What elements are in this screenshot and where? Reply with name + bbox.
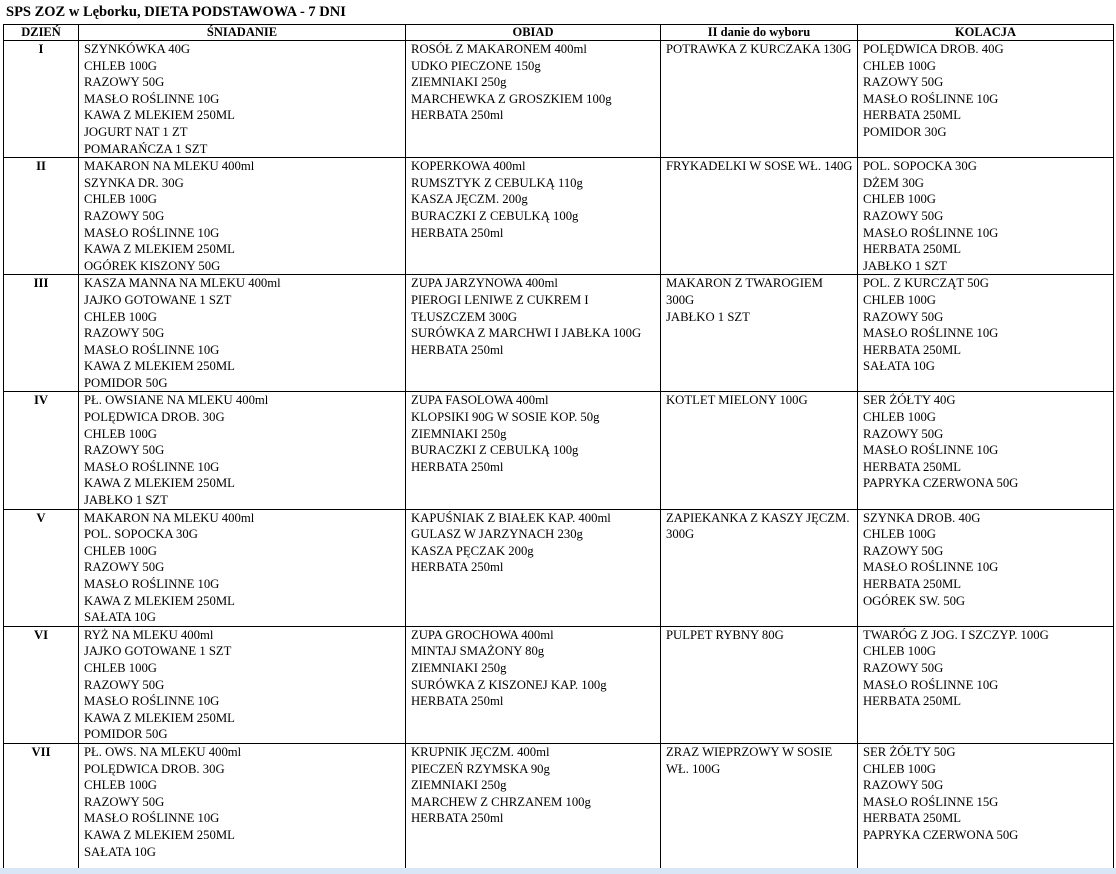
dinner-item: PAPRYKA CZERWONA 50G <box>863 476 1019 491</box>
dinner-item: HERBATA 250ML <box>863 577 962 591</box>
header-row <box>4 25 1114 41</box>
lunch-item: ROSÓŁ Z MAKARONEM 400ml <box>411 42 587 56</box>
breakfast-cell <box>79 743 406 868</box>
table-row <box>4 158 1114 275</box>
second-item: PULPET RYBNY 80G <box>666 627 784 642</box>
dinner-item: RAZOWY 50G <box>863 75 944 90</box>
dinner-item: POL. SOPOCKA 30G <box>863 159 977 174</box>
lunch-item: MARCHEWKA Z GROSZKIEM 100g <box>411 91 612 106</box>
lunch-item: ZUPA GROCHOWA 400ml <box>411 627 554 642</box>
lunch-cell <box>406 743 661 868</box>
lunch-item: ZIEMNIAKI 250g <box>411 426 507 441</box>
dinner-item: CHLEB 100G <box>863 761 936 776</box>
breakfast-item: KAWA Z MLEKIEM 250ML <box>84 359 235 374</box>
second-cell <box>661 392 858 509</box>
dinner-item: DŻEM 30G <box>863 175 924 190</box>
lunch-item: KAPUŚNIAK Z BIAŁEK KAP. 400ml <box>411 510 611 525</box>
breakfast-item: RAZOWY 50G <box>84 677 165 692</box>
header-day: DZIEŃ <box>4 25 79 41</box>
lunch-item: PIEROGI LENIWE Z CUKREM I TŁUSZCZEM 300G <box>411 292 589 324</box>
dinner-item: JABŁKO 1 SZT <box>863 258 947 273</box>
breakfast-item: POL. SOPOCKA 30G <box>84 527 198 542</box>
lunch-item: ZIEMNIAKI 250g <box>411 75 507 90</box>
dinner-item: MASŁO ROŚLINNE 10G <box>863 677 999 692</box>
second-cell <box>661 41 858 158</box>
breakfast-cell <box>79 626 406 743</box>
day-cell: II <box>4 158 79 275</box>
lunch-item: PIECZEŃ RZYMSKA 90g <box>411 761 550 776</box>
dinner-item: CHLEB 100G <box>863 292 936 307</box>
breakfast-item: MASŁO ROŚLINNE 10G <box>84 694 220 709</box>
dinner-item: POMIDOR 30G <box>863 124 947 139</box>
breakfast-item: RAZOWY 50G <box>84 75 165 90</box>
breakfast-item: JAJKO GOTOWANE 1 SZT <box>84 644 232 659</box>
lunch-item: SURÓWKA Z KISZONEJ KAP. 100g <box>411 677 607 692</box>
breakfast-item: JAJKO GOTOWANE 1 SZT <box>84 292 232 307</box>
breakfast-item: KASZA MANNA NA MLEKU 400ml <box>84 276 281 291</box>
dinner-item: RAZOWY 50G <box>863 426 944 441</box>
lunch-item: SURÓWKA Z MARCHWI I JABŁKA 100G <box>411 326 642 341</box>
dinner-item: RAZOWY 50G <box>863 543 944 558</box>
lunch-cell <box>406 509 661 626</box>
breakfast-item: POMARAŃCZA 1 SZT <box>84 141 208 156</box>
breakfast-item: OGÓREK KISZONY 50G <box>84 258 221 273</box>
second-cell <box>661 626 858 743</box>
dinner-cell <box>858 626 1114 743</box>
dinner-cell <box>858 41 1114 158</box>
dinner-item: TWARÓG Z JOG. I SZCZYP. 100G <box>863 627 1049 642</box>
breakfast-item: POLĘDWICA DROB. 30G <box>84 761 225 776</box>
breakfast-item: KAWA Z MLEKIEM 250ML <box>84 476 235 491</box>
lunch-item: KASZA JĘCZM. 200g <box>411 192 528 207</box>
dinner-cell <box>858 743 1114 868</box>
header-dinner: KOLACJA <box>858 25 1114 41</box>
lunch-item: BURACZKI Z CEBULKĄ 100g <box>411 443 579 458</box>
breakfast-item: JABŁKO 1 SZT <box>84 493 168 508</box>
breakfast-item: PŁ. OWS. NA MLEKU 400ml <box>84 744 242 759</box>
breakfast-item: JOGURT NAT 1 ZT <box>84 124 188 139</box>
dinner-item: HERBATA 250ML <box>863 459 962 474</box>
second-item: MAKARON Z TWAROGIEM 300G <box>666 276 823 307</box>
day-cell: VI <box>4 626 79 743</box>
dinner-cell <box>858 392 1114 509</box>
second-cell <box>661 158 858 275</box>
dinner-item: CHLEB 100G <box>863 192 936 207</box>
lunch-item: KOPERKOWA 400ml <box>411 159 526 174</box>
table-row <box>4 41 1114 158</box>
day-cell: III <box>4 275 79 392</box>
dinner-cell <box>858 158 1114 275</box>
breakfast-cell <box>79 158 406 275</box>
bottom-strip <box>0 868 1116 874</box>
dinner-item: PAPRYKA CZERWONA 50G <box>863 827 1019 842</box>
dinner-item: RAZOWY 50G <box>863 778 944 793</box>
breakfast-item: SZYNKÓWKA 40G <box>84 42 191 56</box>
dinner-item: RAZOWY 50G <box>863 208 944 223</box>
lunch-item: HERBATA 250ml <box>411 342 504 357</box>
dinner-item: OGÓREK SW. 50G <box>863 593 966 608</box>
lunch-item: BURACZKI Z CEBULKĄ 100g <box>411 208 579 223</box>
table-row <box>4 743 1114 868</box>
breakfast-item: POMIDOR 50G <box>84 375 168 390</box>
second-item: POTRAWKA Z KURCZAKA 130G <box>666 42 852 56</box>
lunch-item: ZUPA JARZYNOWA 400ml <box>411 276 558 291</box>
lunch-item: GULASZ W JARZYNACH 230g <box>411 527 583 542</box>
dinner-item: MASŁO ROŚLINNE 10G <box>863 91 999 106</box>
dinner-cell <box>858 275 1114 392</box>
dinner-item: CHLEB 100G <box>863 58 936 73</box>
dinner-item: HERBATA 250ML <box>863 811 962 826</box>
dinner-item: MASŁO ROŚLINNE 10G <box>863 560 999 575</box>
second-cell <box>661 743 858 868</box>
dinner-item: MASŁO ROŚLINNE 10G <box>863 443 999 458</box>
breakfast-item: CHLEB 100G <box>84 192 157 207</box>
dinner-item: RAZOWY 50G <box>863 309 944 324</box>
lunch-item: KLOPSIKI 90G W SOSIE KOP. 50g <box>411 410 600 425</box>
breakfast-item: CHLEB 100G <box>84 309 157 324</box>
dinner-item: POLĘDWICA DROB. 40G <box>863 42 1004 56</box>
lunch-cell <box>406 158 661 275</box>
dinner-item: MASŁO ROŚLINNE 10G <box>863 326 999 341</box>
breakfast-item: RYŻ NA MLEKU 400ml <box>84 627 214 642</box>
day-cell: VII <box>4 743 79 868</box>
breakfast-item: MAKARON NA MLEKU 400ml <box>84 159 255 174</box>
dinner-item: CHLEB 100G <box>863 527 936 542</box>
dinner-item: CHLEB 100G <box>863 644 936 659</box>
lunch-item: ZIEMNIAKI 250g <box>411 660 507 675</box>
breakfast-item: CHLEB 100G <box>84 58 157 73</box>
lunch-item: HERBATA 250ml <box>411 108 504 123</box>
lunch-item: HERBATA 250ml <box>411 811 504 826</box>
breakfast-item: KAWA Z MLEKIEM 250ML <box>84 710 235 725</box>
lunch-item: ZIEMNIAKI 250g <box>411 778 507 793</box>
lunch-item: HERBATA 250ml <box>411 225 504 240</box>
breakfast-item: RAZOWY 50G <box>84 443 165 458</box>
dinner-item: SER ŻÓŁTY 50G <box>863 744 956 759</box>
breakfast-cell <box>79 41 406 158</box>
breakfast-item: RAZOWY 50G <box>84 326 165 341</box>
breakfast-item: CHLEB 100G <box>84 778 157 793</box>
breakfast-item: KAWA Z MLEKIEM 250ML <box>84 242 235 257</box>
dinner-item: HERBATA 250ML <box>863 242 962 257</box>
breakfast-item: MASŁO ROŚLINNE 10G <box>84 577 220 591</box>
dinner-item: SAŁATA 10G <box>863 359 935 374</box>
table-row <box>4 509 1114 626</box>
breakfast-item: SAŁATA 10G <box>84 610 156 625</box>
second-item: ZAPIEKANKA Z KASZY JĘCZM. 300G <box>666 510 850 542</box>
day-cell: I <box>4 41 79 158</box>
lunch-item: HERBATA 250ml <box>411 459 504 474</box>
breakfast-item: SZYNKA DR. 30G <box>84 175 184 190</box>
dinner-item: SER ŻÓŁTY 40G <box>863 393 956 408</box>
lunch-item: KRUPNIK JĘCZM. 400ml <box>411 744 550 759</box>
dinner-item: MASŁO ROŚLINNE 15G <box>863 794 999 809</box>
breakfast-cell <box>79 275 406 392</box>
table-header <box>4 25 1114 41</box>
second-cell <box>661 509 858 626</box>
breakfast-item: CHLEB 100G <box>84 660 157 675</box>
lunch-item: UDKO PIECZONE 150g <box>411 58 541 73</box>
dinner-item: CHLEB 100G <box>863 410 936 425</box>
dinner-item: HERBATA 250ML <box>863 108 962 123</box>
dinner-item: HERBATA 250ML <box>863 694 962 709</box>
table-row <box>4 626 1114 743</box>
breakfast-item: KAWA Z MLEKIEM 250ML <box>84 593 235 608</box>
breakfast-item: MASŁO ROŚLINNE 10G <box>84 91 220 106</box>
dinner-cell <box>858 509 1114 626</box>
dinner-item: RAZOWY 50G <box>863 660 944 675</box>
breakfast-item: RAZOWY 50G <box>84 794 165 809</box>
dinner-item: HERBATA 250ML <box>863 342 962 357</box>
lunch-item: KASZA PĘCZAK 200g <box>411 543 534 558</box>
header-second-course: II danie do wyboru <box>661 25 858 41</box>
breakfast-item: POMIDOR 50G <box>84 727 168 742</box>
second-cell <box>661 275 858 392</box>
lunch-cell <box>406 41 661 158</box>
breakfast-cell <box>79 392 406 509</box>
breakfast-cell <box>79 509 406 626</box>
breakfast-item: POLĘDWICA DROB. 30G <box>84 410 225 425</box>
lunch-cell <box>406 392 661 509</box>
dinner-item: POL. Z KURCZĄT 50G <box>863 276 989 291</box>
second-item: KOTLET MIELONY 100G <box>666 393 808 408</box>
dinner-item: SZYNKA DROB. 40G <box>863 510 981 525</box>
diet-menu-table <box>3 24 1114 869</box>
breakfast-item: MAKARON NA MLEKU 400ml <box>84 510 255 525</box>
breakfast-item: KAWA Z MLEKIEM 250ML <box>84 827 235 842</box>
lunch-item: ZUPA FASOLOWA 400ml <box>411 393 549 408</box>
lunch-item: HERBATA 250ml <box>411 694 504 709</box>
breakfast-item: MASŁO ROŚLINNE 10G <box>84 459 220 474</box>
table-body <box>4 41 1114 869</box>
lunch-cell <box>406 626 661 743</box>
day-cell: IV <box>4 392 79 509</box>
breakfast-item: MASŁO ROŚLINNE 10G <box>84 342 220 357</box>
header-breakfast: ŚNIADANIE <box>79 25 406 41</box>
breakfast-item: CHLEB 100G <box>84 543 157 558</box>
lunch-item: MARCHEW Z CHRZANEM 100g <box>411 794 591 809</box>
lunch-item: MINTAJ SMAŻONY 80g <box>411 644 545 659</box>
breakfast-item: RAZOWY 50G <box>84 560 165 575</box>
header-lunch: OBIAD <box>406 25 661 41</box>
breakfast-item: KAWA Z MLEKIEM 250ML <box>84 108 235 123</box>
table-row <box>4 392 1114 509</box>
second-item: FRYKADELKI W SOSE WŁ. 140G <box>666 159 853 174</box>
second-item: ZRAZ WIEPRZOWY W SOSIE WŁ. 100G <box>666 744 833 776</box>
lunch-item: HERBATA 250ml <box>411 560 504 575</box>
breakfast-item: PŁ. OWSIANE NA MLEKU 400ml <box>84 393 269 408</box>
breakfast-item: MASŁO ROŚLINNE 10G <box>84 225 220 240</box>
page-title: SPS ZOZ w Lęborku, DIETA PODSTAWOWA - 7 DNI <box>6 4 346 20</box>
lunch-cell <box>406 275 661 392</box>
breakfast-item: MASŁO ROŚLINNE 10G <box>84 811 220 826</box>
breakfast-item: SAŁATA 10G <box>84 844 156 859</box>
day-cell: V <box>4 509 79 626</box>
second-item: JABŁKO 1 SZT <box>666 309 750 324</box>
dinner-item: MASŁO ROŚLINNE 10G <box>863 225 999 240</box>
lunch-item: RUMSZTYK Z CEBULKĄ 110g <box>411 175 583 190</box>
table-row <box>4 275 1114 392</box>
breakfast-item: CHLEB 100G <box>84 426 157 441</box>
breakfast-item: RAZOWY 50G <box>84 208 165 223</box>
